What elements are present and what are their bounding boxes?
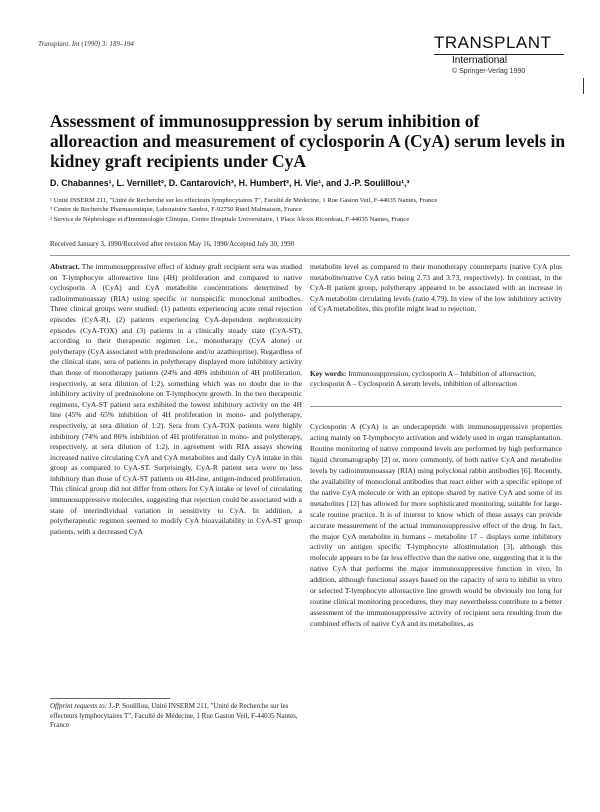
author-list: D. Chabannes¹, L. Vernillet², D. Cantarovich³, H. Humbert², H. Vie¹, and J.-P. Soulillou¹,³ <box>50 178 410 188</box>
footnote-rule <box>50 698 170 699</box>
affiliations <box>50 196 580 224</box>
abstract-heading: Abstract. <box>50 262 80 271</box>
footnote-lead: Offprint requests to: <box>50 702 107 710</box>
brand-title: TRANSPLANT <box>434 33 552 52</box>
page-edge-mark <box>583 78 584 94</box>
journal-reference: Transplant. Int (1990) 3: 189–194 <box>38 40 134 48</box>
brand-subtitle: International <box>452 55 508 66</box>
introduction-text: Cyclosporin A (CyA) is an undecapeptide with immunosuppressive properties acting mainly on T-lymphocyte activation and widely used in organ transplantation. Routine monitoring of native compound levels are performed by high performance liquid chromatography [2] or, more commonly, of both native CyA and metabolite levels by radioimmunoassay (RIA) using polyclonal rabbit antibodies [6]. Recently, the availability of monoclonal antibodies that react either with a specific epitope of the native CyA molecule or with an epitope shared by native CyA and some of its metabolites [12] has allowed for more sophisticated monitoring, suitable for large-scale routine practice. It is of interest to know which of these assays can provide accurate measurement of the actual immunosuppressive effect of the drug. In fact, the major CyA metabolite in humans – metabolite 17 – displays some inhibitory activity on antigen specific T-lymphocyte allostimulation [3], although this molecule appears to be far less effective than the native one, suggesting that it is the native CyA that performs the major immunosuppressive function in vivo. In addition, although functional assays based on the capacity of sera to inhibit in vitro or selected T-lymphocyte alloreactive line growth would be obviously too long for routine clinical monitoring procedures, they may nevertheless contribute to a better assessment of the immunosuppressive activity of recipient sera resulting from the combined effects of native CyA and its metabolites, as <box>310 422 562 629</box>
affiliation-2: ² Centre de Recherche Pharmaceutique, Laboratoire Sandoz, F-92750 Rueil Malmaison, France <box>50 206 302 214</box>
keywords-text: Immunosuppression, cyclosporin A – Inhibition of alloreaction, cyclosporin A – Cyclosporin A serum levels, inhibition of alloreaction <box>310 369 536 389</box>
keywords-heading: Key words: <box>310 369 347 378</box>
article-title: Assessment of immunosuppression by serum inhibition of alloreaction and measurement of cyclosporin A (CyA) serum levels in kidney graft recipients under CyA <box>50 111 566 171</box>
abstract-divider <box>310 406 562 407</box>
abstract-text: The immunosuppressive effect of kidney graft recipient sera was studied on T-lymphocyte alloreactive line (4H) proliferation and compared to native cyclosporin A (CyA) and CyA metabolite concentrations determined by radioimmunoassay (RIA) using specific or nonspecific monoclonal antibodies. Three clinical groups were studied: (1) patients experiencing acute renal rejection episodes (CyA-R), (2) patients experiencing CyA-dependent nephrotoxicity episodes (CyA-TOX) and (3) patients in a clinically steady state (CyA-ST), according to their therapeutic regimen i.e., monotherapy (CyA alone) or polytherapy (CyA associated with prednisolone and/or azathioprine). Regardless of the clinical state, sera of patients in polytherapy displayed more inhibitory activity than those of monotherapy patients (24% and 40% inhibition of 4H proliferation, respectively, at sera dilution of 1:2), something which was no doubt due to the inhibitory activity of prednisolone on T-lymphocyte growth. In the two therapeutic regimens, CyA-ST patient sera exhibited the lowest inhibitory activity on the 4H line (45% and 65% inhibition of 4H proliferation in mono- and polytherapy, respectively, at sera dilution of 1:2). Sera from CyA-TOX patients were highly inhibitory (74% and 86% inhibition of 4H proliferation in mono- and polytherapy, respectively, at sera dilution of 1:2), in agreement with RIA assays showing increased native circulating CyA and CyA metabolites and daily CyA intake in this group as compared to CyA-ST. Surprisingly, CyA-R patient sera were no less inhibitory than those of CyA-ST patients on 4H-line, antigen-induced proliferation. This clinical group did not differ from others for CyA intake or level of circulating immunosuppressive molecules, suggesting that rejection could be associated with a state of interindividual variation in sensitivity to CyA. In addition, a polytherapeutic regimen seemed to modify CyA bioavailability in CyA-ST group patients, with a decreased CyA <box>50 262 302 536</box>
journal-brand <box>434 33 564 75</box>
copyright-line: © Springer-Verlag 1990 <box>452 68 526 75</box>
affiliation-1: ¹ Unité INSERM 211, "Unité de Recherche sur les effecteurs lymphocytaires T", Faculté de Médecine, 1 Rue Gaston Veil, F-44035 Nantes, France <box>50 197 438 204</box>
footnote-text: J.-P. Soulillou, Unité INSERM 211, "Unité de Recherche sur les effecteurs lymphocytaires T", Faculté de Médecine, 1 Rue Gaston Veil, F-44035 Nantes, France <box>50 702 298 729</box>
abstract-left-column <box>50 262 302 537</box>
header-divider <box>50 255 570 256</box>
abstract-right-column: metabolite level as compared to their monotherapy counterparts (native CyA plus metabolite/native CyA ratio being 2.73 and 3.73, respectively). In contrast, in the CyA-R patient group, polytherapy appeared to be associated with an increase in CyA metabolite circulating levels (ratio 4.79). In view of the low inhibitory activity of CyA metabolites, this profile might lead to rejection. <box>310 262 562 314</box>
keywords <box>310 369 562 390</box>
affiliation-3: ³ Service de Néphrologie et d'Immunologie Clinique, Centre Hospitalo Universitaire, 1 Place Alexis Ricordeau, F-44035 Nantes, France <box>50 215 410 223</box>
offprint-footnote <box>50 702 302 731</box>
received-dates: Received January 3, 1990/Received after revision May 16, 1990/Accepted July 30, 1990 <box>50 241 295 248</box>
